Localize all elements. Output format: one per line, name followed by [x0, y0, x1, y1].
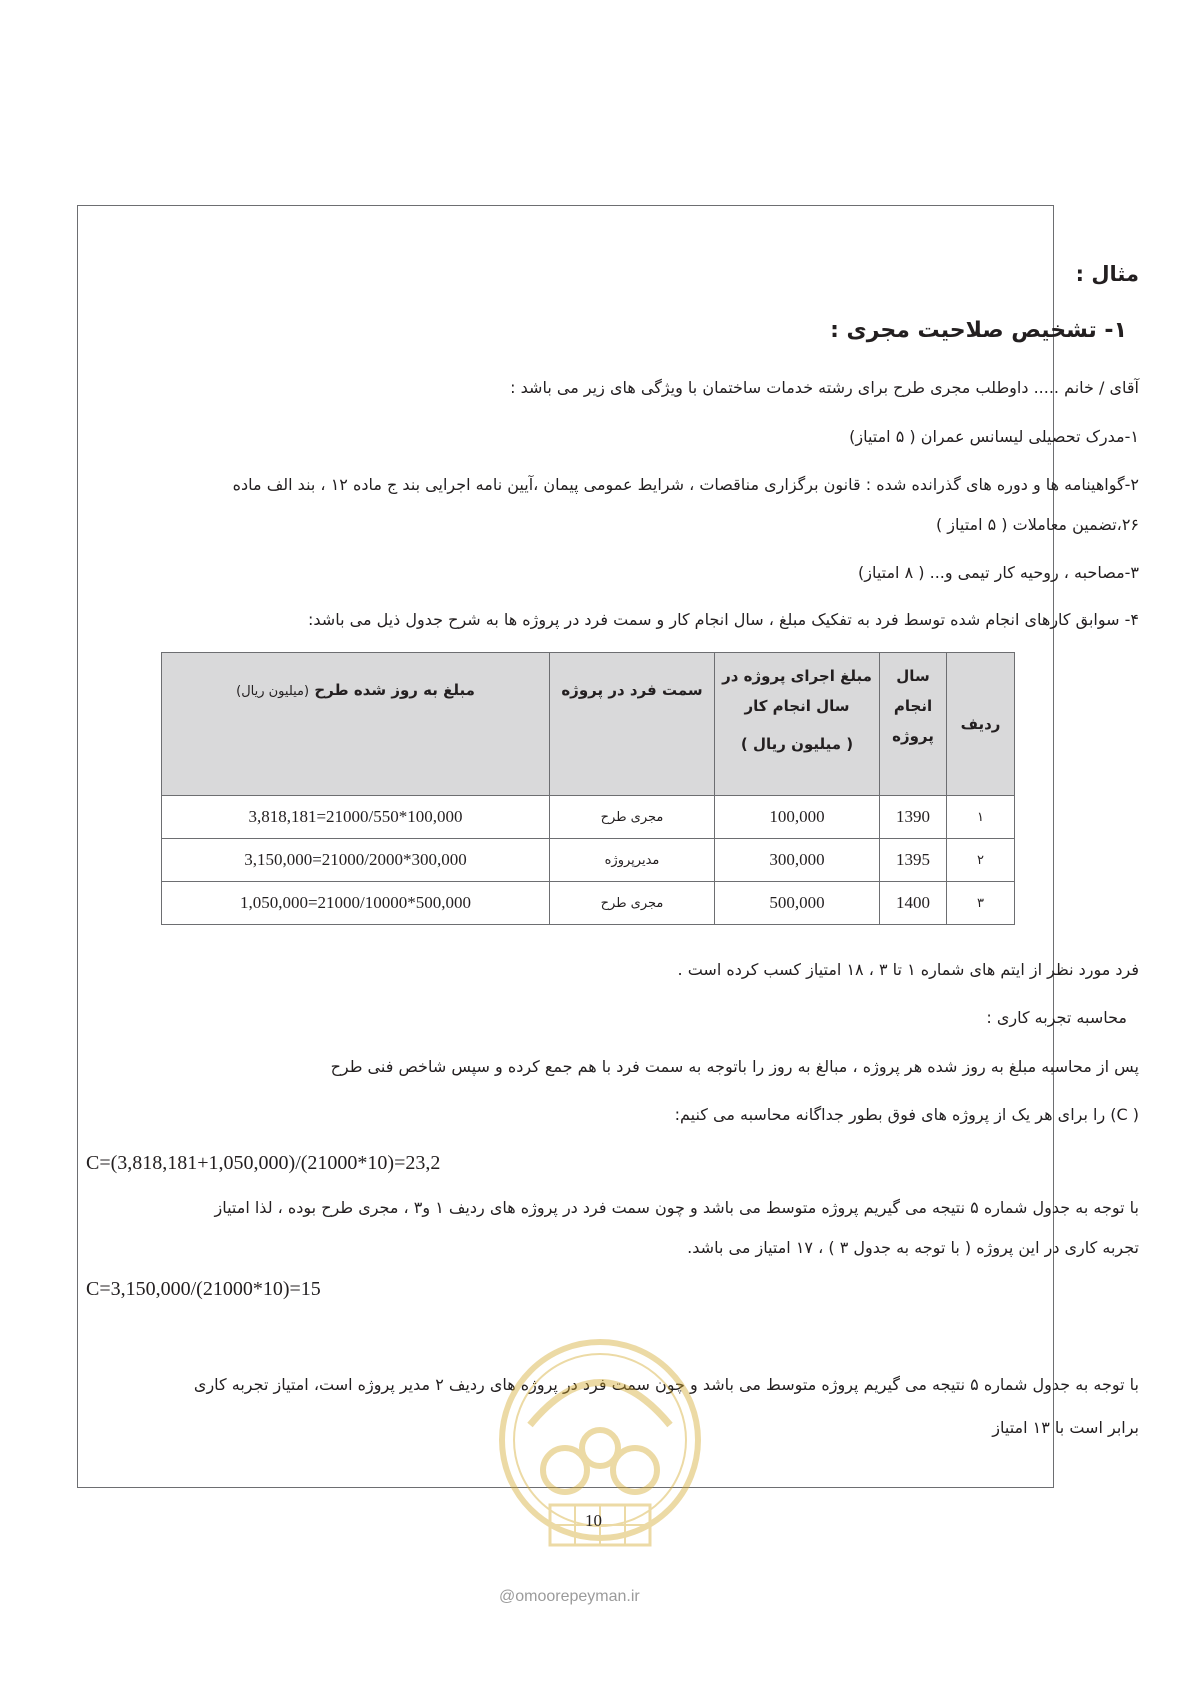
cell-updated: 300,000*21000/2000=3,150,000: [162, 839, 550, 882]
item-2-line-1: ۲-گواهینامه ها و دوره های گذرانده شده : قانون برگزاری مناقصات ، شرایط عمومی پیمان ،آیین نامه اجرایی بند ج ماده ۱۲ ، بند الف ماده: [232, 475, 1139, 494]
paragraph-1-line-2: تجربه کاری در این پروژه ( با توجه به جدول ۳ ) ، ۱۷ امتیاز می باشد.: [687, 1238, 1139, 1257]
cell-amount: 500,000: [715, 882, 880, 925]
header-row-index: ردیف: [947, 653, 1015, 796]
cell-amount: 100,000: [715, 796, 880, 839]
section-title: ۱- تشخیص صلاحیت مجری :: [830, 318, 1127, 343]
item-3: ۳-مصاحبه ، روحیه کار تیمی و... ( ۸ امتیاز): [857, 563, 1139, 582]
watermark-site: @omoorepeyman.ir: [499, 1588, 640, 1605]
table-row: [162, 882, 1015, 925]
table-row: [162, 796, 1015, 839]
cell-role: مدیرپروژه: [550, 839, 715, 882]
paragraph-2-line-2: برابر است با ۱۳ امتیاز: [992, 1418, 1139, 1437]
summary-text: فرد مورد نظر از ایتم های شماره ۱ تا ۳ ، ۱۸ امتیاز کسب کرده است .: [677, 960, 1139, 979]
cell-updated: 100,000*21000/550=3,818,181: [162, 796, 550, 839]
cell-year: 1400: [880, 882, 947, 925]
intro-text: آقای / خانم ..... داوطلب مجری طرح برای رشته خدمات ساختمان با ویژگی های زیر می باشد :: [510, 378, 1139, 397]
cell-role: مجری طرح: [550, 796, 715, 839]
table-header-row: [162, 653, 1015, 796]
paragraph-2-line-1: با توجه به جدول شماره ۵ نتیجه می گیریم پروژه متوسط می باشد و چون سمت فرد در پروژه های ردیف ۲ مدیر پروژه است، امتیاز تجربه کاری: [193, 1375, 1139, 1394]
cell-role: مجری طرح: [550, 882, 715, 925]
cell-index: ۲: [947, 839, 1015, 882]
calc-line-2: ( C) را برای هر یک از پروژه های فوق بطور جداگانه محاسبه می کنیم:: [674, 1105, 1139, 1124]
formula-2: C=3,150,000/(21000*10)=15: [86, 1278, 321, 1300]
cell-amount: 300,000: [715, 839, 880, 882]
watermark-seal-icon: [490, 1330, 710, 1590]
cell-year: 1390: [880, 796, 947, 839]
calc-title: محاسبه تجربه کاری :: [986, 1008, 1127, 1027]
cell-index: ۳: [947, 882, 1015, 925]
formula-1: C=(3,818,181+1,050,000)/(21000*10)=23,2: [86, 1152, 441, 1174]
item-4: ۴- سوابق کارهای انجام شده توسط فرد به تفکیک مبلغ ، سال انجام کار و سمت فرد در پروژه ها به شرح جدول ذیل می باشد:: [308, 610, 1139, 629]
table-row: [162, 839, 1015, 882]
cell-index: ۱: [947, 796, 1015, 839]
item-1: ۱-مدرک تحصیلی لیسانس عمران ( ۵ امتیاز): [849, 427, 1139, 446]
item-2-line-2: ۲۶،تضمین معاملات ( ۵ امتیاز ): [935, 515, 1139, 534]
paragraph-1-line-1: با توجه به جدول شماره ۵ نتیجه می گیریم پروژه متوسط می باشد و چون سمت فرد در پروژه های ردیف ۱ و۳ ، مجری طرح بوده ، لذا امتیاز: [214, 1198, 1139, 1217]
cell-year: 1395: [880, 839, 947, 882]
header-role: سمت فرد در پروژه: [550, 653, 715, 796]
calc-line-1: پس از محاسبه مبلغ به روز شده هر پروژه ، مبالغ به روز را باتوجه به سمت فرد با هم جمع کرده و سپس شاخص فنی طرح: [330, 1057, 1139, 1076]
cell-updated: 500,000*21000/10000=1,050,000: [162, 882, 550, 925]
heading: مثال :: [1075, 262, 1139, 286]
header-amount: مبلغ اجرای پروژه در سال انجام کار ( میلیون ریال ): [715, 653, 880, 796]
projects-table: [161, 652, 1015, 925]
header-updated-amount: مبلغ به روز شده طرح (میلیون ریال): [162, 653, 550, 796]
page-number: 10: [585, 1511, 602, 1530]
header-year: سال انجام پروژه: [880, 653, 947, 796]
